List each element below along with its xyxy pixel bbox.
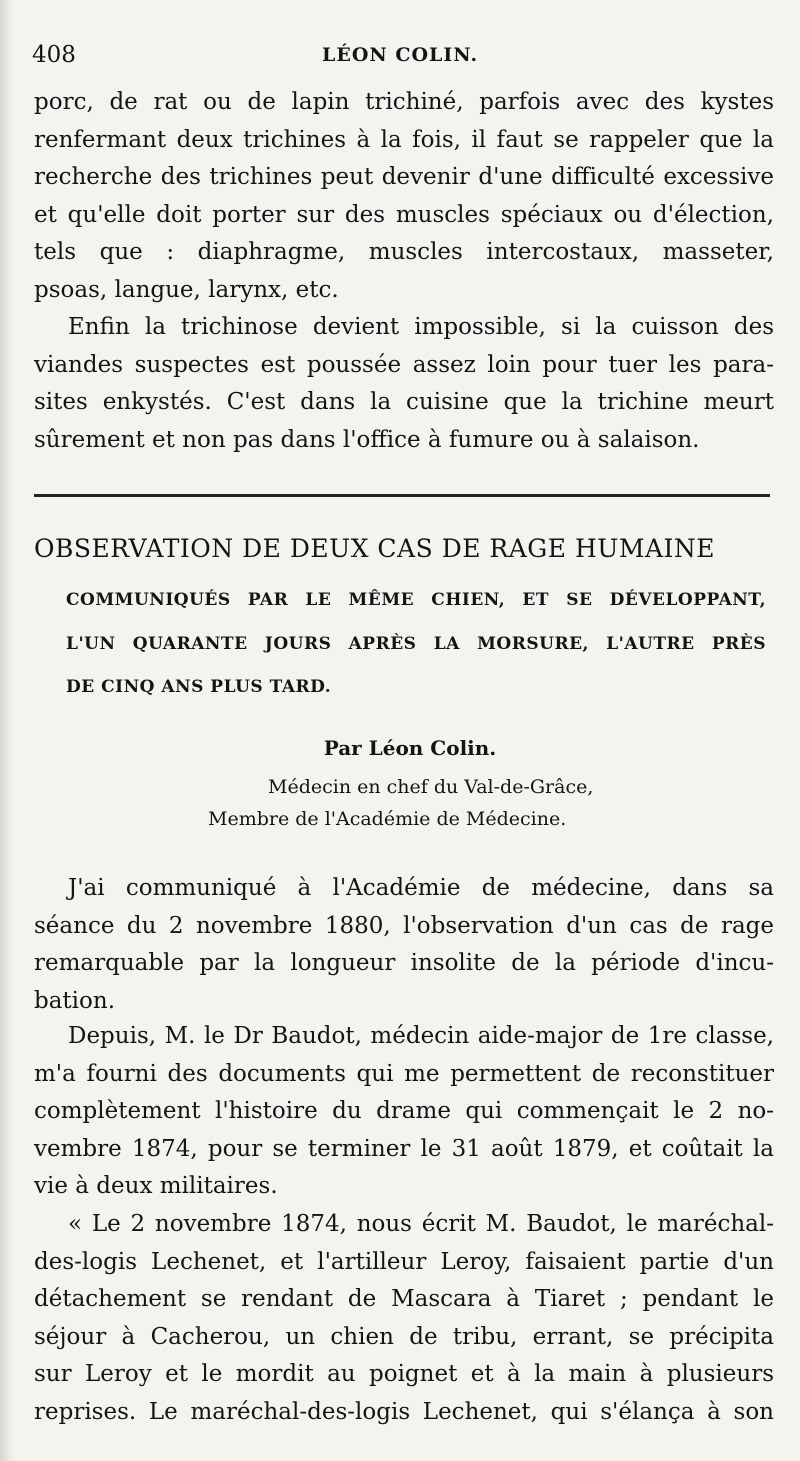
paragraph-1 xyxy=(34,84,774,309)
text-line: porc, de rat ou de lapin trichiné, parfois avec des kystes xyxy=(34,89,774,115)
section-divider xyxy=(34,494,770,497)
text-line: Depuis, M. le Dr Baudot, médecin aide-major de 1re classe, xyxy=(68,1023,774,1049)
text-line: et qu'elle doit porter sur des muscles spéciaux ou d'élection, xyxy=(34,201,774,228)
article-subtitle-line: L'UN QUARANTE JOURS APRÈS LA MORSURE, L'AUTRE PRÈS xyxy=(66,634,766,654)
text-line: recherche des trichines peut devenir d'une difficulté excessive xyxy=(34,164,774,190)
text-line: détachement se rendant de Mascara à Tiaret ; pendant le xyxy=(34,1286,774,1312)
paragraph-5 xyxy=(34,1206,774,1431)
text-line: renfermant deux trichines à la fois, il faut se rappeler que la xyxy=(34,126,774,153)
text-line: Enfin la trichinose devient impossible, si la cuisson des xyxy=(68,314,774,340)
text-line: m'a fourni des documents qui me permettent de reconstituer xyxy=(34,1060,774,1087)
article-subtitle-line: DE CINQ ANS PLUS TARD. xyxy=(66,677,332,697)
text-line: sites enkystés. C'est dans la cuisine que la trichine meurt xyxy=(34,389,774,415)
text-line: bation. xyxy=(34,987,116,1014)
paragraph-3 xyxy=(34,870,774,1020)
text-line: viandes suspectes est poussée assez loin pour tuer les para- xyxy=(34,351,774,378)
text-line: remarquable par la longueur insolite de la période d'incu- xyxy=(34,950,774,976)
running-head-author: LÉON COLIN. xyxy=(322,44,479,66)
text-line: J'ai communiqué à l'Académie de médecine, dans sa xyxy=(68,875,774,901)
text-line: complètement l'histoire du drame qui commençait le 2 no- xyxy=(34,1098,774,1124)
text-line: des-logis Lechenet, et l'artilleur Leroy, faisaient partie d'un xyxy=(34,1248,774,1275)
running-header xyxy=(32,42,772,76)
text-line: psoas, langue, larynx, etc. xyxy=(34,276,339,303)
text-line: sur Leroy et le mordit au poignet et à la main à plusieurs xyxy=(34,1361,774,1387)
text-line: séjour à Cacherou, un chien de tribu, errant, se précipita xyxy=(34,1323,774,1350)
paragraph-4 xyxy=(34,1018,774,1206)
text-line: « Le 2 novembre 1874, nous écrit M. Baudot, le maréchal- xyxy=(68,1211,774,1237)
article-title: OBSERVATION DE DEUX CAS DE RAGE HUMAINE xyxy=(34,534,715,563)
text-line: vie à deux militaires. xyxy=(34,1173,278,1199)
text-line: reprises. Le maréchal-des-logis Lechenet, qui s'élança à son xyxy=(34,1398,774,1425)
article-author: Par Léon Colin. xyxy=(323,736,497,760)
text-line: vembre 1874, pour se terminer le 31 août 1879, et coûtait la xyxy=(34,1135,774,1162)
text-line: sûrement et non pas dans l'office à fumure ou à salaison. xyxy=(34,426,700,453)
text-line: tels que : diaphragme, muscles intercostaux, masseter, xyxy=(34,239,774,265)
paragraph-2 xyxy=(34,309,774,459)
text-line: séance du 2 novembre 1880, l'observation d'un cas de rage xyxy=(34,912,774,939)
article-subtitle-line: COMMUNIQUÉS PAR LE MÊME CHIEN, ET SE DÉVELOPPANT, xyxy=(66,590,766,610)
author-affiliation-line: Membre de l'Académie de Médecine. xyxy=(208,808,567,830)
page-gutter-shadow xyxy=(0,0,14,1461)
page-number: 408 xyxy=(32,42,76,68)
author-affiliation-line: Médecin en chef du Val-de-Grâce, xyxy=(268,776,594,798)
